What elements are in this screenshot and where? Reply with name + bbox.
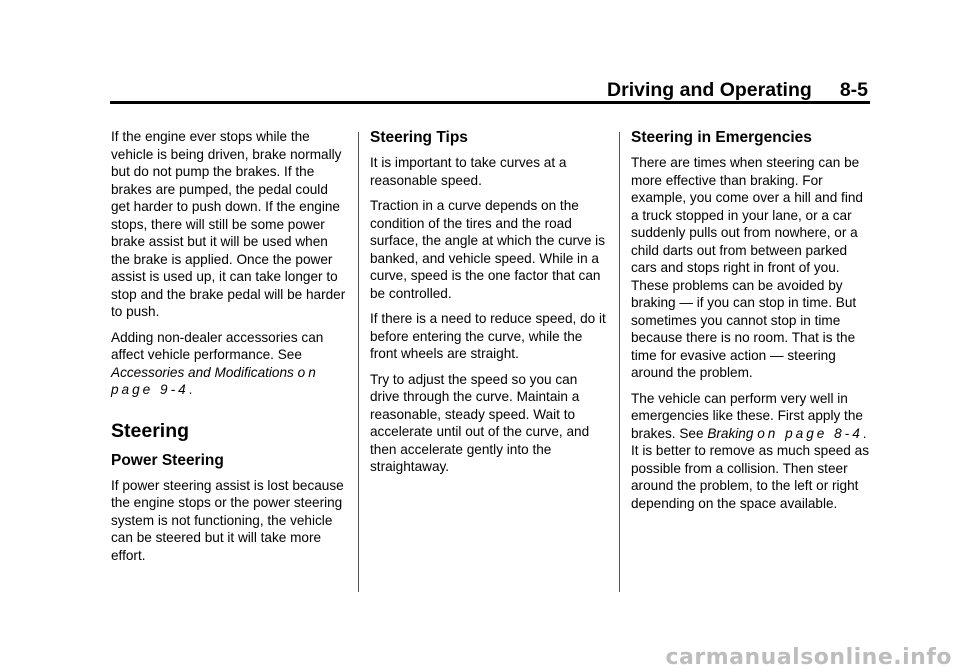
- braking-end: . It is better to remove as much speed as possible from a collision. Then steer around the problem, to the left or right depending on the space available.: [631, 425, 870, 511]
- column-divider-2: [619, 132, 620, 592]
- curves-paragraph: It is important to take curves at a reasonable speed.: [370, 155, 567, 188]
- traction-paragraph: Traction in a curve depends on the condition of the tires and the road surface, the angle at which the curve is banked, and vehicle speed. While in a curve, speed is the one factor that can be controlled.: [370, 198, 605, 301]
- emergency-braking-paragraph: [631, 390, 871, 513]
- column-3: [631, 128, 871, 520]
- accessories-link[interactable]: Accessories and Modifications: [111, 364, 294, 380]
- column-1: [111, 128, 347, 572]
- braking-text: The vehicle can perform very well in emergencies like these. First apply the brakes. See: [631, 390, 863, 441]
- chapter-title: Driving and Operating: [607, 79, 812, 101]
- page-number: 8-5: [839, 79, 868, 101]
- subsection-title-power-steering: Power Steering: [111, 451, 224, 469]
- accessories-end: .: [188, 382, 193, 397]
- accessories-page-ref[interactable]: on page 9-4: [111, 364, 319, 397]
- braking-link[interactable]: Braking: [707, 425, 754, 441]
- column-divider-1: [358, 132, 359, 592]
- accessories-text: Adding non-dealer accessories can affect vehicle performance. See: [111, 329, 324, 362]
- subsection-title-steering-emergencies: Steering in Emergencies: [631, 129, 812, 146]
- section-title-steering: Steering: [111, 419, 190, 442]
- reduce-speed-paragraph: If there is a need to reduce speed, do it before entering the curve, while the front wheels are straight.: [370, 311, 606, 361]
- adjust-speed-paragraph: Try to adjust the speed so you can drive through the curve. Maintain a reasonable, steady speed. Wait to accelerate until out of the curve, and then accelerate gently into the straightaway.: [370, 371, 590, 474]
- accessories-paragraph: [111, 329, 347, 399]
- page-header: [0, 78, 868, 102]
- subsection-title-steering-tips: Steering Tips: [370, 129, 468, 146]
- braking-page-ref[interactable]: on page 8-4: [757, 425, 863, 441]
- column-2: [370, 128, 610, 484]
- watermark: carmanualsonline.info: [665, 645, 952, 670]
- brake-engine-stop-paragraph: If the engine ever stops while the vehicle is being driven, brake normally but do not pump the brakes. If the brakes are pumped, the pedal could get harder to push down. If the engine stops, there will still be some power brake assist but it will be used when the brake is applied. Once the power assist is used up, it can take longer to stop and the brake pedal will be harder to push.: [111, 129, 346, 319]
- power-steering-paragraph: If power steering assist is lost because the engine stops or the power steering system is not functioning, the vehicle can be steered but it will take more effort.: [111, 477, 344, 563]
- header-rule: [110, 101, 870, 104]
- emergency-steering-paragraph: There are times when steering can be more effective than braking. For example, you come over a hill and find a truck stopped in your lane, or a car suddenly pulls out from nowhere, or a child darts out from between parked cars and stops right in front of you. These problems can be avoided by braking — if you can stop in time. But sometimes you cannot stop in time because there is no room. That is the time for evasive action — steering around the problem.: [631, 155, 863, 380]
